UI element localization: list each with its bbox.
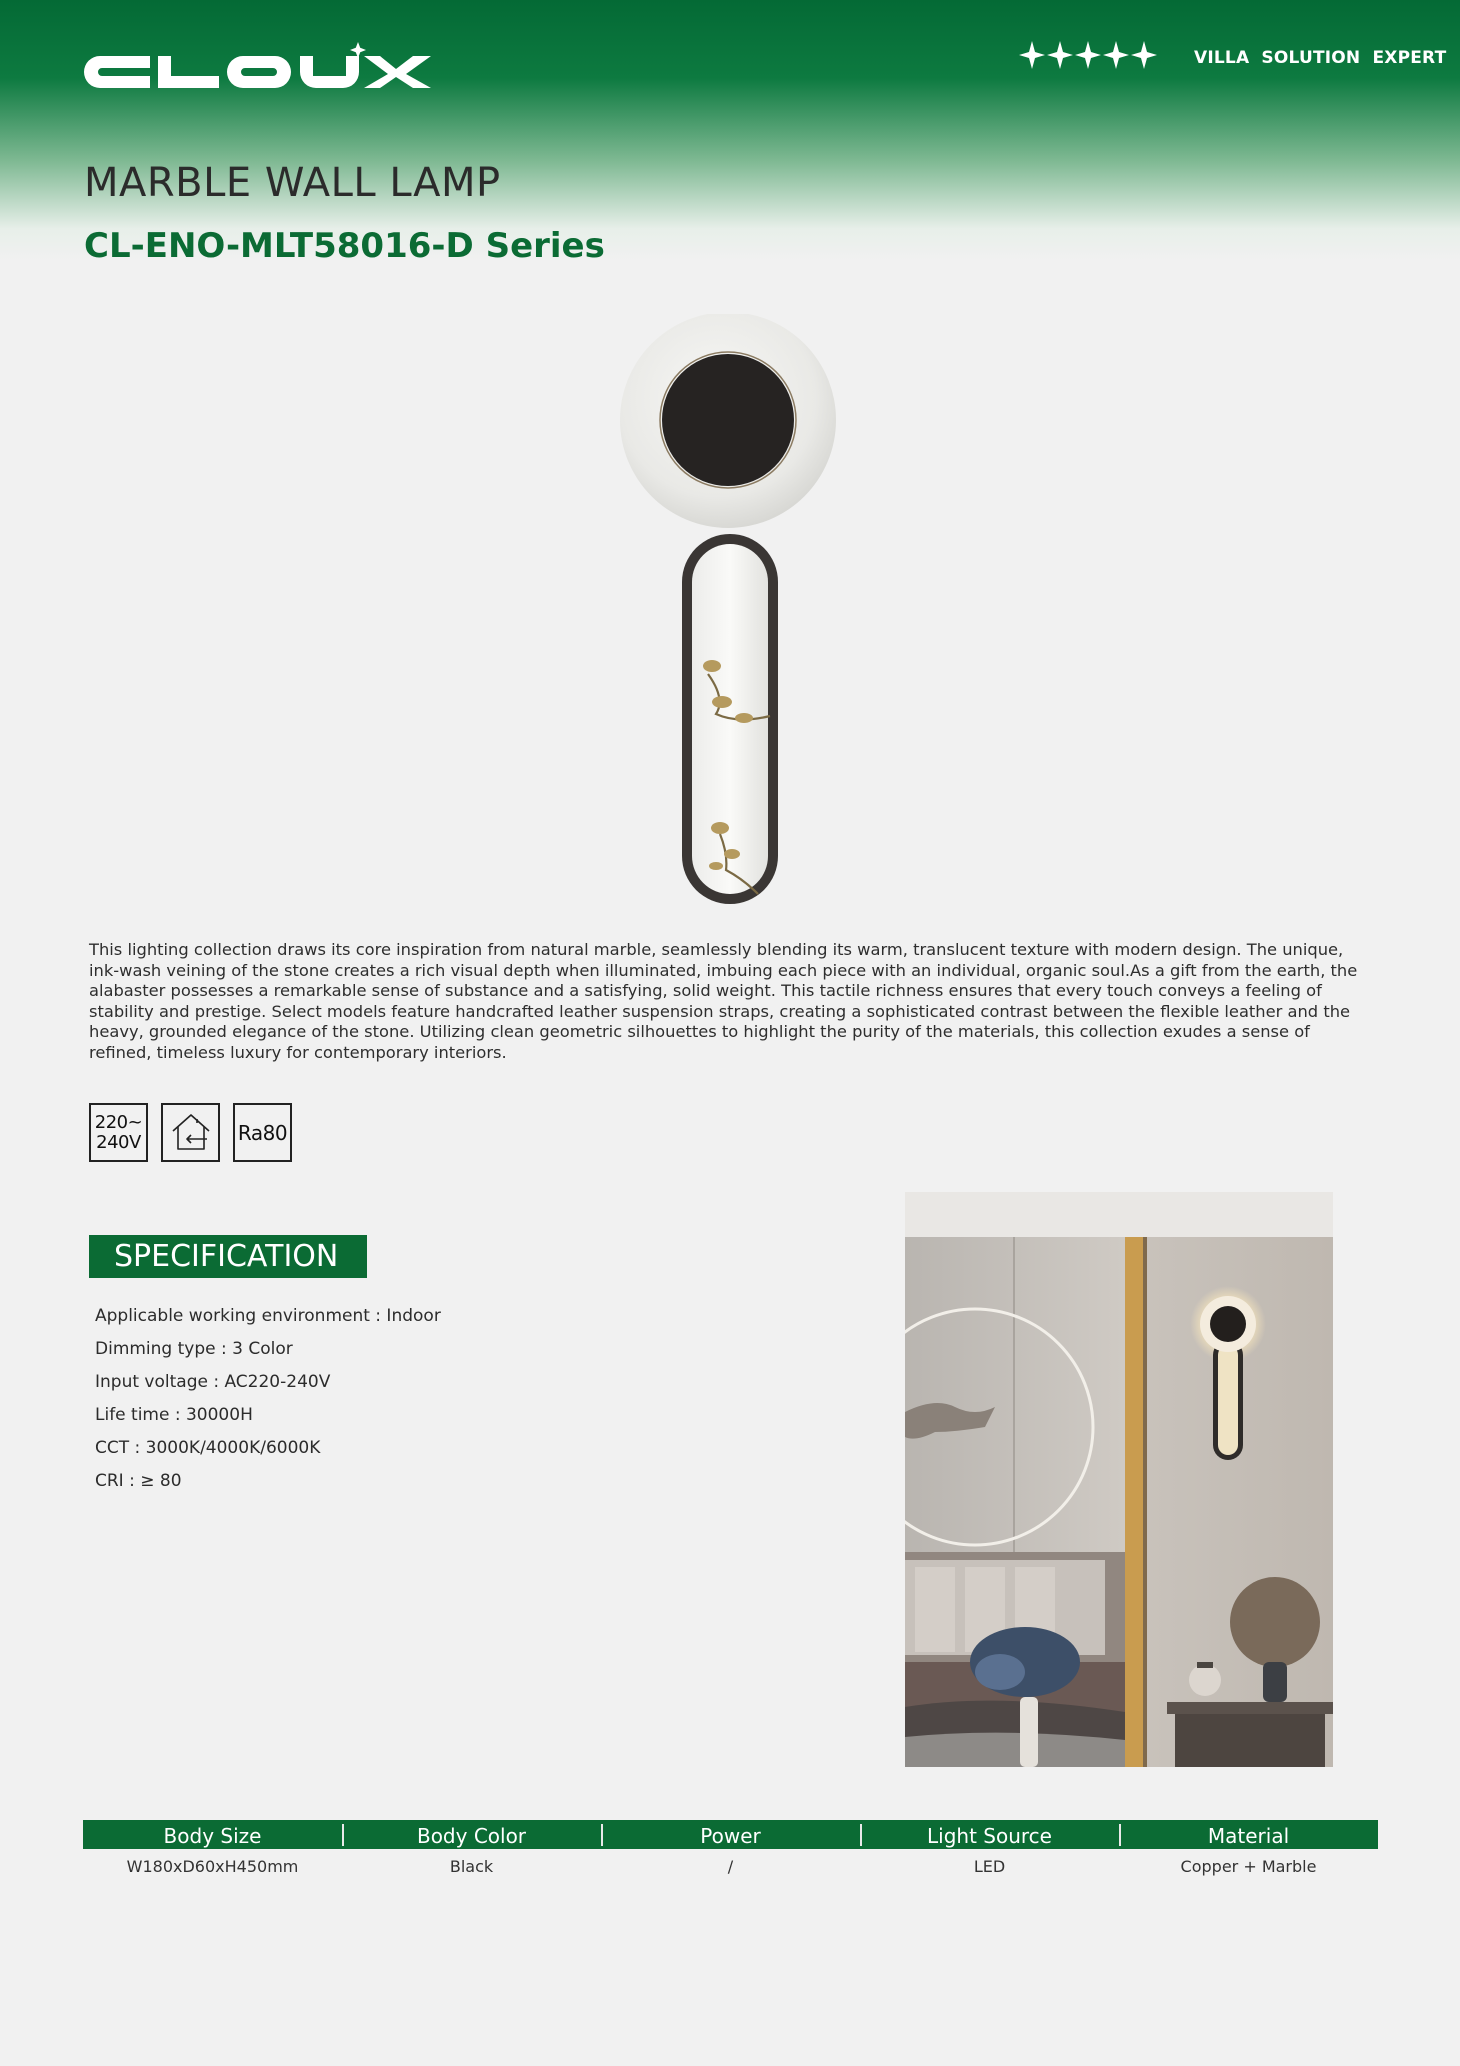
room-scene-image xyxy=(905,1192,1333,1767)
table-row xyxy=(83,1849,1378,1885)
spec-item: Life time : 30000H xyxy=(95,1405,253,1425)
spec-item: Applicable working environment : Indoor xyxy=(95,1306,441,1326)
table-header-cell: Body Color xyxy=(342,1820,601,1849)
rating-stars xyxy=(1018,40,1158,70)
feature-badges xyxy=(89,1103,292,1162)
cri-badge: Ra80 xyxy=(233,1103,292,1162)
voltage-badge xyxy=(89,1103,148,1162)
product-parameters-table xyxy=(83,1820,1378,1885)
specification-header: SPECIFICATION xyxy=(89,1235,367,1278)
table-header-cell: Light Source xyxy=(860,1820,1119,1849)
star-icon xyxy=(1018,40,1046,70)
voltage-line-1: 220~ xyxy=(94,1111,143,1133)
indoor-house-icon xyxy=(161,1103,220,1162)
table-cell: LED xyxy=(973,1857,1006,1876)
star-icon xyxy=(1074,40,1102,70)
brand-tagline: VILLA SOLUTION EXPERT xyxy=(1194,48,1447,68)
house-icon xyxy=(167,1111,215,1155)
cloux-logo xyxy=(82,42,438,102)
table-cell: Black xyxy=(449,1857,494,1876)
product-image-wall-lamp xyxy=(608,314,848,904)
product-series: CL-ENO-MLT58016-D Series xyxy=(84,226,605,266)
table-header-cell: Material xyxy=(1119,1820,1378,1849)
header-banner xyxy=(0,0,1460,260)
specification-list xyxy=(95,1300,441,1498)
table-cell: / xyxy=(727,1857,734,1876)
table-cell: Copper + Marble xyxy=(1180,1857,1317,1876)
table-cell: W180xD60xH450mm xyxy=(126,1857,299,1876)
star-icon xyxy=(1046,40,1074,70)
spec-item: Input voltage : AC220-240V xyxy=(95,1372,331,1392)
voltage-line-2: 240V xyxy=(96,1131,141,1153)
product-description: This lighting collection draws its core inspiration from natural marble, seamlessly blending its warm, translucent texture with modern design. The unique, ink-wash veining of the stone creates a rich visual depth when illuminated, imbuing each piece with an individual, organic soul.As a gift from the earth, the alabaster possesses a remarkable sense of substance and a satisfying, solid weight. This tactile richness ensures that every touch conveys a feeling of stability and prestige. Select models feature handcrafted leather suspension straps, creating a sophisticated contrast between the flexible leather and the heavy, grounded elegance of the stone. Utilizing clean geometric silhouettes to highlight the purity of the materials, this collection exudes a sense of refined, timeless luxury for contemporary interiors. xyxy=(89,940,1358,1062)
star-icon xyxy=(1102,40,1130,70)
spec-item: CRI : ≥ 80 xyxy=(95,1471,182,1491)
table-header-cell: Power xyxy=(601,1820,860,1849)
table-header-cell: Body Size xyxy=(163,1824,262,1848)
star-icon xyxy=(1130,40,1158,70)
spec-item: CCT : 3000K/4000K/6000K xyxy=(95,1438,321,1458)
product-title: MARBLE WALL LAMP xyxy=(84,160,501,206)
table-header-row xyxy=(83,1820,1378,1849)
spec-item: Dimming type : 3 Color xyxy=(95,1339,293,1359)
